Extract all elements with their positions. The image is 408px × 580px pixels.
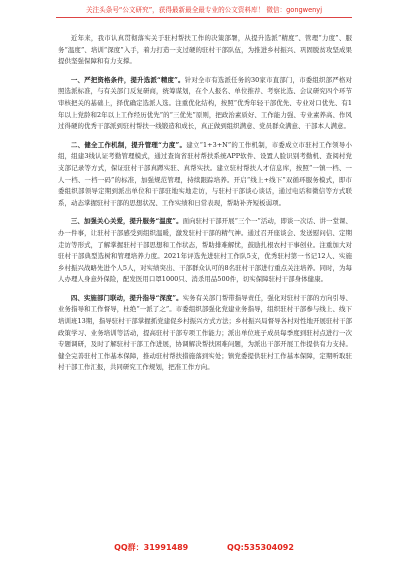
- section-1-paragraph: [58, 75, 352, 133]
- section-2-heading: 二、健全工作机制，提升管理“力度”。: [70, 140, 187, 149]
- section-2-text: 建立“1+3+N”的工作机制，市委成立市驻村工作领导小组，组建3线认证考勤管理模式，通过查询省驻村帮扶系统APP软件、设置人脸识别考勤机、查阅村党支部记录等方式，保证驻村干部真蹲实驻、真帮实扶。建立驻村帮扶人才信息库，按照“一镇一档、一人一档、一档一码”的标准，加强规范管理，持续跟踪培养。开启“线上+线下”双循环服务模式，即市委组织部领导定期到派出单位和干部驻地实地走访，与驻村干部谈心谈话，通过电话和微信等方式联系，动态掌握驻村干部的思想状况、工作实绩和日常表现，帮助补齐短板弱项。: [58, 140, 353, 207]
- section-1-text: 针对全市有选派任务的30家市直部门，市委组织部严格对照选派标准，与有关部门反复研商，统筹谋划，在个人报名、单位推荐、考察比选、会议研究四个环节审核把关的基础上，择优确定选派人选。注重优化结构，按照“优秀年轻干部优先、专业对口优先、有1年以上党龄和2年以上工作经历优先”的“三优先”原则，把政治素质好、工作能力强、专业素养高、作风过得硬的优秀干部派到驻村帮扶一线锻造和成长，真正做到组织满意、党员群众满意、干部本人满意。: [58, 75, 352, 131]
- qq-group-text: QQ群：31991489: [114, 543, 189, 552]
- section-3-paragraph: [58, 216, 352, 286]
- intro-text: 近年来，我市认真贯彻落实关于驻村帮扶工作的决策部署，从提升选派“精度”、管理“力度”、服务“温度”、培训“深度”入手，着力打造一支过硬的驻村干部队伍，为推进乡村振兴、巩固脱贫攻坚成果提供坚强保障和有力支撑。: [58, 34, 352, 66]
- section-4-paragraph: [58, 293, 352, 374]
- qq-text: QQ:535304092: [227, 543, 294, 552]
- section-4-text: 实务有关部门帮带指导责任，强化对驻村干部的方向引导、业务指导和工作督导，杜绝“一派了之”。市委组织部强化党建业务指导，组织驻村干部参与线上、线下培训班13期，指导驻村干部掌握抓党建促乡村振兴方式方法；乡村振兴局督导各村对性地开展驻村干部政策学习、业务培训等活动，提高驻村干部专项工作能力；派出单位班子成员每季度到驻村点进行一次专题调研，及时了解驻村干部工作进展，协调解决帮扶困难问题，为派出干部开展工作提供有力支持。健全完善驻村工作基本保障，推动驻村帮扶措施落到实处；镇党委提供驻村工作基本保障，定期听取驻村干部工作汇报，共同研究工作规划，把准工作方向。: [58, 293, 352, 372]
- page-footer: [0, 542, 408, 553]
- document-body: [58, 33, 352, 381]
- section-3-text: 面向驻村干部开展“三个一”活动，即谈一次话、讲一堂课、办一件事，让驻村干部感受到组织温暖，激发驻村干部的精气神。通过召开座谈会、发送慰问信、定期走访等形式，了解掌握驻村干部思想和工作状态，帮助排难解忧，鼓励扎根农村干事创业。注重加大对驻村干部典型选树和管理培养力度。2021年评选先进驻村工作队5支，优秀驻村第一书记12人、实施乡村振兴战略先进个人5人，对实绩突出、干部群众认可的8名驻村干部进行重点关注培养。同时，为每人办理人身意外保险，配发医用口罩1000只、消杀用品500件，切实保障驻村干部身体健康。: [58, 217, 352, 284]
- section-4-heading: 四、实施部门联动，提升指导“深度”。: [70, 293, 183, 302]
- section-3-heading: 三、加强关心关爱，提升服务“温度”。: [70, 217, 183, 226]
- section-2-paragraph: [58, 140, 352, 210]
- section-1-heading: 一、严把资格条件，提升选派“精度”。: [70, 75, 185, 84]
- header-divider: [56, 17, 352, 18]
- intro-paragraph: [58, 33, 352, 68]
- page-header: 关注头条号“公文研究”，获得最新最全最专业的公文资料库！ 微信：gongwenyj: [85, 6, 323, 14]
